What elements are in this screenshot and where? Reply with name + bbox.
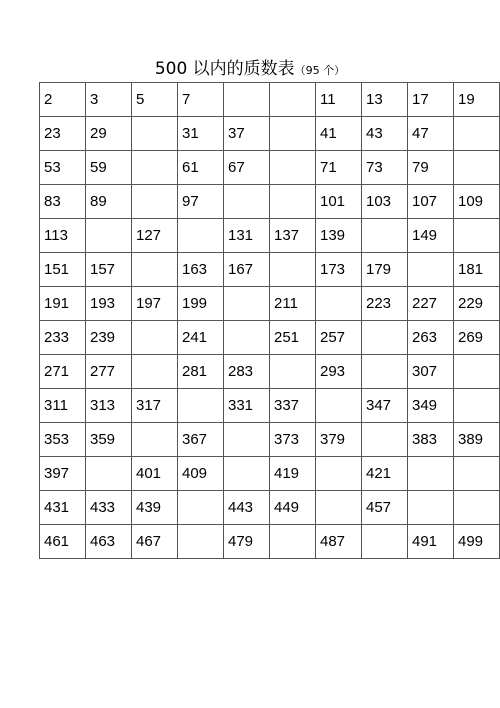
table-cell bbox=[316, 491, 362, 525]
table-cell: 71 bbox=[316, 151, 362, 185]
table-cell: 193 bbox=[86, 287, 132, 321]
table-cell bbox=[270, 83, 316, 117]
table-cell: 389 bbox=[454, 423, 500, 457]
table-cell: 443 bbox=[224, 491, 270, 525]
table-row bbox=[40, 117, 500, 151]
table-cell: 317 bbox=[132, 389, 178, 423]
table-cell: 313 bbox=[86, 389, 132, 423]
table-row bbox=[40, 389, 500, 423]
table-cell: 311 bbox=[40, 389, 86, 423]
table-cell: 89 bbox=[86, 185, 132, 219]
table-row bbox=[40, 83, 500, 117]
table-row bbox=[40, 491, 500, 525]
table-cell bbox=[270, 525, 316, 559]
table-cell bbox=[86, 219, 132, 253]
table-cell: 199 bbox=[178, 287, 224, 321]
table-cell bbox=[362, 525, 408, 559]
table-cell bbox=[362, 321, 408, 355]
table-cell bbox=[224, 185, 270, 219]
table-cell: 337 bbox=[270, 389, 316, 423]
table-cell: 349 bbox=[408, 389, 454, 423]
table-cell: 283 bbox=[224, 355, 270, 389]
table-cell: 347 bbox=[362, 389, 408, 423]
table-cell bbox=[454, 491, 500, 525]
table-cell bbox=[454, 151, 500, 185]
table-row bbox=[40, 525, 500, 559]
table-cell: 367 bbox=[178, 423, 224, 457]
table-cell: 109 bbox=[454, 185, 500, 219]
table-cell: 239 bbox=[86, 321, 132, 355]
table-cell: 409 bbox=[178, 457, 224, 491]
table-cell bbox=[224, 457, 270, 491]
table-cell: 73 bbox=[362, 151, 408, 185]
table-cell bbox=[362, 423, 408, 457]
table-cell: 353 bbox=[40, 423, 86, 457]
table-cell bbox=[132, 355, 178, 389]
table-cell: 83 bbox=[40, 185, 86, 219]
table-cell: 181 bbox=[454, 253, 500, 287]
table-cell: 17 bbox=[408, 83, 454, 117]
table-row bbox=[40, 457, 500, 491]
table-cell: 499 bbox=[454, 525, 500, 559]
table-cell bbox=[316, 389, 362, 423]
table-cell: 251 bbox=[270, 321, 316, 355]
table-cell: 167 bbox=[224, 253, 270, 287]
table-cell: 43 bbox=[362, 117, 408, 151]
table-cell: 163 bbox=[178, 253, 224, 287]
table-cell: 151 bbox=[40, 253, 86, 287]
table-cell bbox=[408, 457, 454, 491]
table-cell: 359 bbox=[86, 423, 132, 457]
table-cell bbox=[178, 525, 224, 559]
table-cell: 223 bbox=[362, 287, 408, 321]
table-cell: 179 bbox=[362, 253, 408, 287]
table-cell bbox=[454, 117, 500, 151]
table-cell: 433 bbox=[86, 491, 132, 525]
table-cell bbox=[132, 321, 178, 355]
table-cell: 149 bbox=[408, 219, 454, 253]
table-cell: 7 bbox=[178, 83, 224, 117]
table-cell: 457 bbox=[362, 491, 408, 525]
table-cell: 269 bbox=[454, 321, 500, 355]
table-cell: 137 bbox=[270, 219, 316, 253]
table-cell: 397 bbox=[40, 457, 86, 491]
table-cell bbox=[132, 117, 178, 151]
table-row bbox=[40, 253, 500, 287]
table-cell: 281 bbox=[178, 355, 224, 389]
table-cell: 139 bbox=[316, 219, 362, 253]
table-cell bbox=[454, 457, 500, 491]
table-cell: 11 bbox=[316, 83, 362, 117]
table-cell bbox=[224, 321, 270, 355]
table-cell: 31 bbox=[178, 117, 224, 151]
table-cell: 379 bbox=[316, 423, 362, 457]
table-cell: 479 bbox=[224, 525, 270, 559]
table-cell bbox=[178, 219, 224, 253]
table-cell bbox=[132, 253, 178, 287]
table-cell: 307 bbox=[408, 355, 454, 389]
table-cell bbox=[316, 457, 362, 491]
table-cell: 67 bbox=[224, 151, 270, 185]
table-cell: 13 bbox=[362, 83, 408, 117]
table-cell bbox=[454, 355, 500, 389]
table-cell: 401 bbox=[132, 457, 178, 491]
table-cell bbox=[270, 117, 316, 151]
table-cell: 277 bbox=[86, 355, 132, 389]
table-cell: 211 bbox=[270, 287, 316, 321]
table-cell: 421 bbox=[362, 457, 408, 491]
table-cell: 491 bbox=[408, 525, 454, 559]
page-title bbox=[0, 58, 500, 82]
table-cell: 173 bbox=[316, 253, 362, 287]
table-cell: 113 bbox=[40, 219, 86, 253]
table-row bbox=[40, 321, 500, 355]
table-cell: 107 bbox=[408, 185, 454, 219]
table-cell bbox=[362, 219, 408, 253]
table-cell bbox=[454, 389, 500, 423]
table-cell: 419 bbox=[270, 457, 316, 491]
table-cell: 79 bbox=[408, 151, 454, 185]
table-cell: 19 bbox=[454, 83, 500, 117]
table-cell: 271 bbox=[40, 355, 86, 389]
table-cell bbox=[224, 83, 270, 117]
table-cell bbox=[132, 185, 178, 219]
table-cell: 127 bbox=[132, 219, 178, 253]
title-main: 500 以内的质数表 bbox=[154, 59, 295, 79]
table-cell: 53 bbox=[40, 151, 86, 185]
table-cell: 233 bbox=[40, 321, 86, 355]
table-cell: 461 bbox=[40, 525, 86, 559]
table-cell bbox=[316, 287, 362, 321]
table-cell: 157 bbox=[86, 253, 132, 287]
table-cell: 37 bbox=[224, 117, 270, 151]
table-cell bbox=[270, 151, 316, 185]
table-cell: 227 bbox=[408, 287, 454, 321]
table-cell bbox=[270, 185, 316, 219]
table-cell bbox=[86, 457, 132, 491]
table-cell: 229 bbox=[454, 287, 500, 321]
table-cell bbox=[270, 253, 316, 287]
table-cell: 61 bbox=[178, 151, 224, 185]
table-row bbox=[40, 185, 500, 219]
table-cell bbox=[224, 423, 270, 457]
table-cell bbox=[132, 151, 178, 185]
table-cell bbox=[454, 219, 500, 253]
table-cell: 431 bbox=[40, 491, 86, 525]
table-cell bbox=[362, 355, 408, 389]
table-cell: 439 bbox=[132, 491, 178, 525]
table-cell: 2 bbox=[40, 83, 86, 117]
table-cell: 373 bbox=[270, 423, 316, 457]
table-cell: 293 bbox=[316, 355, 362, 389]
prime-count: （95 个） bbox=[294, 64, 346, 77]
table-cell: 29 bbox=[86, 117, 132, 151]
table-cell: 97 bbox=[178, 185, 224, 219]
table-cell: 467 bbox=[132, 525, 178, 559]
table-cell: 41 bbox=[316, 117, 362, 151]
prime-table-body bbox=[40, 83, 500, 559]
table-cell: 383 bbox=[408, 423, 454, 457]
table-cell: 23 bbox=[40, 117, 86, 151]
table-cell: 463 bbox=[86, 525, 132, 559]
table-cell: 449 bbox=[270, 491, 316, 525]
table-cell bbox=[408, 491, 454, 525]
table-cell: 3 bbox=[86, 83, 132, 117]
table-row bbox=[40, 423, 500, 457]
table-row bbox=[40, 287, 500, 321]
table-cell: 47 bbox=[408, 117, 454, 151]
table-cell bbox=[178, 491, 224, 525]
table-cell bbox=[178, 389, 224, 423]
table-row bbox=[40, 151, 500, 185]
table-row bbox=[40, 219, 500, 253]
table-cell: 487 bbox=[316, 525, 362, 559]
table-cell: 191 bbox=[40, 287, 86, 321]
table-cell: 263 bbox=[408, 321, 454, 355]
table-cell: 241 bbox=[178, 321, 224, 355]
table-cell: 197 bbox=[132, 287, 178, 321]
table-cell bbox=[132, 423, 178, 457]
table-cell: 5 bbox=[132, 83, 178, 117]
table-row bbox=[40, 355, 500, 389]
table-cell: 103 bbox=[362, 185, 408, 219]
table-cell bbox=[408, 253, 454, 287]
table-cell: 131 bbox=[224, 219, 270, 253]
table-cell bbox=[270, 355, 316, 389]
table-cell: 101 bbox=[316, 185, 362, 219]
table-cell: 331 bbox=[224, 389, 270, 423]
table-cell: 257 bbox=[316, 321, 362, 355]
prime-table bbox=[39, 82, 500, 559]
table-cell bbox=[224, 287, 270, 321]
table-cell: 59 bbox=[86, 151, 132, 185]
